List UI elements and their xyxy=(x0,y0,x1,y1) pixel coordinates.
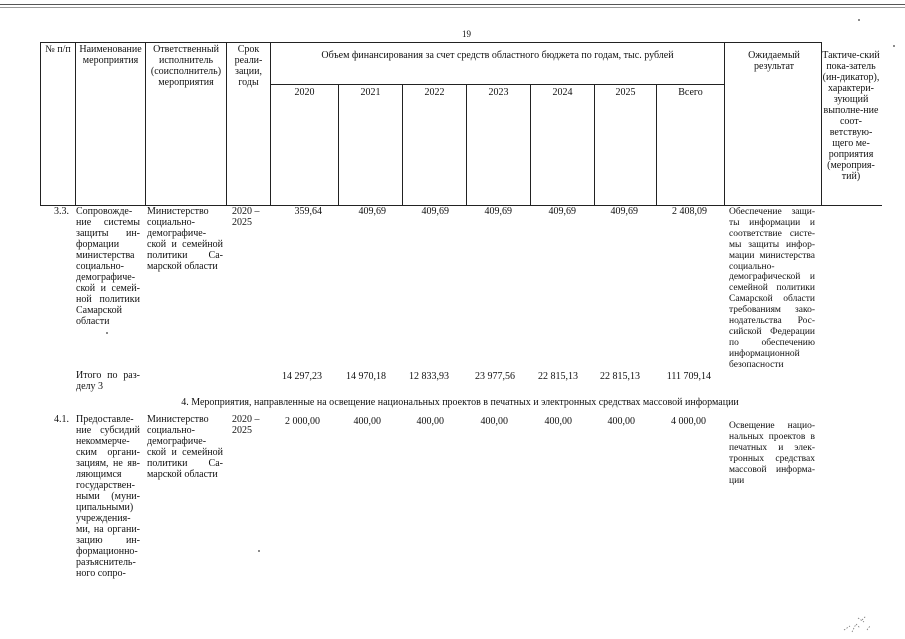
header-financing: Объем финансирования за счет средств областного бюджета по годам, тыс. рублей xyxy=(321,50,674,61)
row-4-1-value-2020: 2 000,00 xyxy=(285,416,320,427)
scan-speck xyxy=(858,19,860,21)
row-4-1-term: 2020 – 2025 xyxy=(232,414,260,436)
total-3-value-2022: 12 833,93 xyxy=(409,371,449,382)
col-border xyxy=(594,84,595,206)
table-top-border xyxy=(40,42,822,43)
total-3-value-2025: 22 815,13 xyxy=(600,371,640,382)
row-4-1-value-2022: 400,00 xyxy=(416,416,444,427)
header-result: Ожидаемый результат xyxy=(748,50,800,72)
row-4-1-name: Предоставле-ние субсидий некоммерче-ским органи-зациям, не яв-ляющимся государствен-ными (муни-ципальными) учреждения-ми, на органи-зацию ин-формационно-разъяснитель-ного сопро- xyxy=(76,414,140,579)
total-3-value-total: 111 709,14 xyxy=(666,371,711,382)
header-indicator: Тактиче-ский пока-затель (ин-дикатор), характери-зующий выполне-ние соот-ветствую-щего ме-роприятия (мероприя-тий) xyxy=(822,50,880,182)
total-3-label: Итого по раз-делу 3 xyxy=(76,370,140,392)
scan-speck xyxy=(106,332,108,334)
total-3-value-2024: 22 815,13 xyxy=(538,371,578,382)
col-border xyxy=(724,42,725,206)
total-3-value-2021: 14 970,18 xyxy=(346,371,386,382)
col-border xyxy=(270,42,271,206)
total-3-value-2023: 23 977,56 xyxy=(475,371,515,382)
scan-speck xyxy=(893,45,895,47)
row-3-3-value-2022: 409,69 xyxy=(421,206,449,217)
row-4-1-value-2024: 400,00 xyxy=(544,416,572,427)
row-4-1-result: Освещение нацио-нальных проектов в печатных и элек-тронных средствах массовой информа-ции xyxy=(729,421,815,486)
header-executor: Ответственный исполнитель (соисполнитель) мероприятия xyxy=(150,44,222,88)
scan-speck xyxy=(258,550,260,552)
row-4-1-value-total: 4 000,00 xyxy=(671,416,706,427)
row-3-3-result: Обеспечение защи-ты информации и соответствие систе-мы защиты инфор-мации министерства социально-демографической и семейной политики Самарской области требованиям зако-нодательства Рос-сийской Федерации по обеспечению информационной безопасности xyxy=(729,207,815,370)
page-top-border xyxy=(0,4,905,5)
row-4-1-value-2025: 400,00 xyxy=(607,416,635,427)
header-year-total: Всего xyxy=(678,87,703,98)
row-3-3-value-total: 2 408,09 xyxy=(672,206,707,217)
row-3-3-value-2021: 409,69 xyxy=(358,206,386,217)
row-3-3-value-2020: 359,64 xyxy=(294,206,322,217)
col-border xyxy=(338,84,339,206)
row-3-3-value-2023: 409,69 xyxy=(484,206,512,217)
header-year-2023: 2023 xyxy=(488,87,509,98)
row-3-3-name: Сопровожде-ние системы защиты ин-формации министерства социально-демографиче-ской и семей-ной политики Самарской области xyxy=(76,206,140,327)
row-3-3-value-2025: 409,69 xyxy=(610,206,638,217)
header-num: № п/п xyxy=(45,44,71,55)
header-year-2022: 2022 xyxy=(424,87,445,98)
col-border xyxy=(402,84,403,206)
row-4-1-executor: Министерство социально-демографиче-ской и семейной политики Са-марской области xyxy=(147,414,223,480)
row-3-3-executor: Министерство социально-демографиче-ской и семейной политики Са-марской области xyxy=(147,206,223,272)
header-year-2024: 2024 xyxy=(552,87,573,98)
col-border xyxy=(530,84,531,206)
header-year-2025: 2025 xyxy=(615,87,636,98)
col-border xyxy=(656,84,657,206)
row-3-3-value-2024: 409,69 xyxy=(548,206,576,217)
row-4-1-num: 4.1. xyxy=(54,414,69,425)
col-border xyxy=(466,84,467,206)
header-term: Срок реали-зации, годы xyxy=(234,44,263,88)
row-4-1-value-2023: 400,00 xyxy=(480,416,508,427)
row-3-3-num: 3.3. xyxy=(54,206,69,217)
total-3-value-2020: 14 297,23 xyxy=(282,371,322,382)
page-top-border-shadow xyxy=(0,7,905,8)
page-number: 19 xyxy=(462,29,471,39)
header-name: Наименование мероприятия xyxy=(79,44,142,66)
col-border xyxy=(40,42,41,206)
row-3-3-term: 2020 – 2025 xyxy=(232,206,260,228)
col-border xyxy=(75,42,76,206)
row-4-1-value-2021: 400,00 xyxy=(353,416,381,427)
header-year-2021: 2021 xyxy=(360,87,381,98)
section-4-title: 4. Мероприятия, направленные на освещение национальных проектов в печатных и электронных средствах массовой информации xyxy=(181,397,739,408)
scan-smudge-mark xyxy=(842,610,872,634)
header-year-2020: 2020 xyxy=(294,87,315,98)
